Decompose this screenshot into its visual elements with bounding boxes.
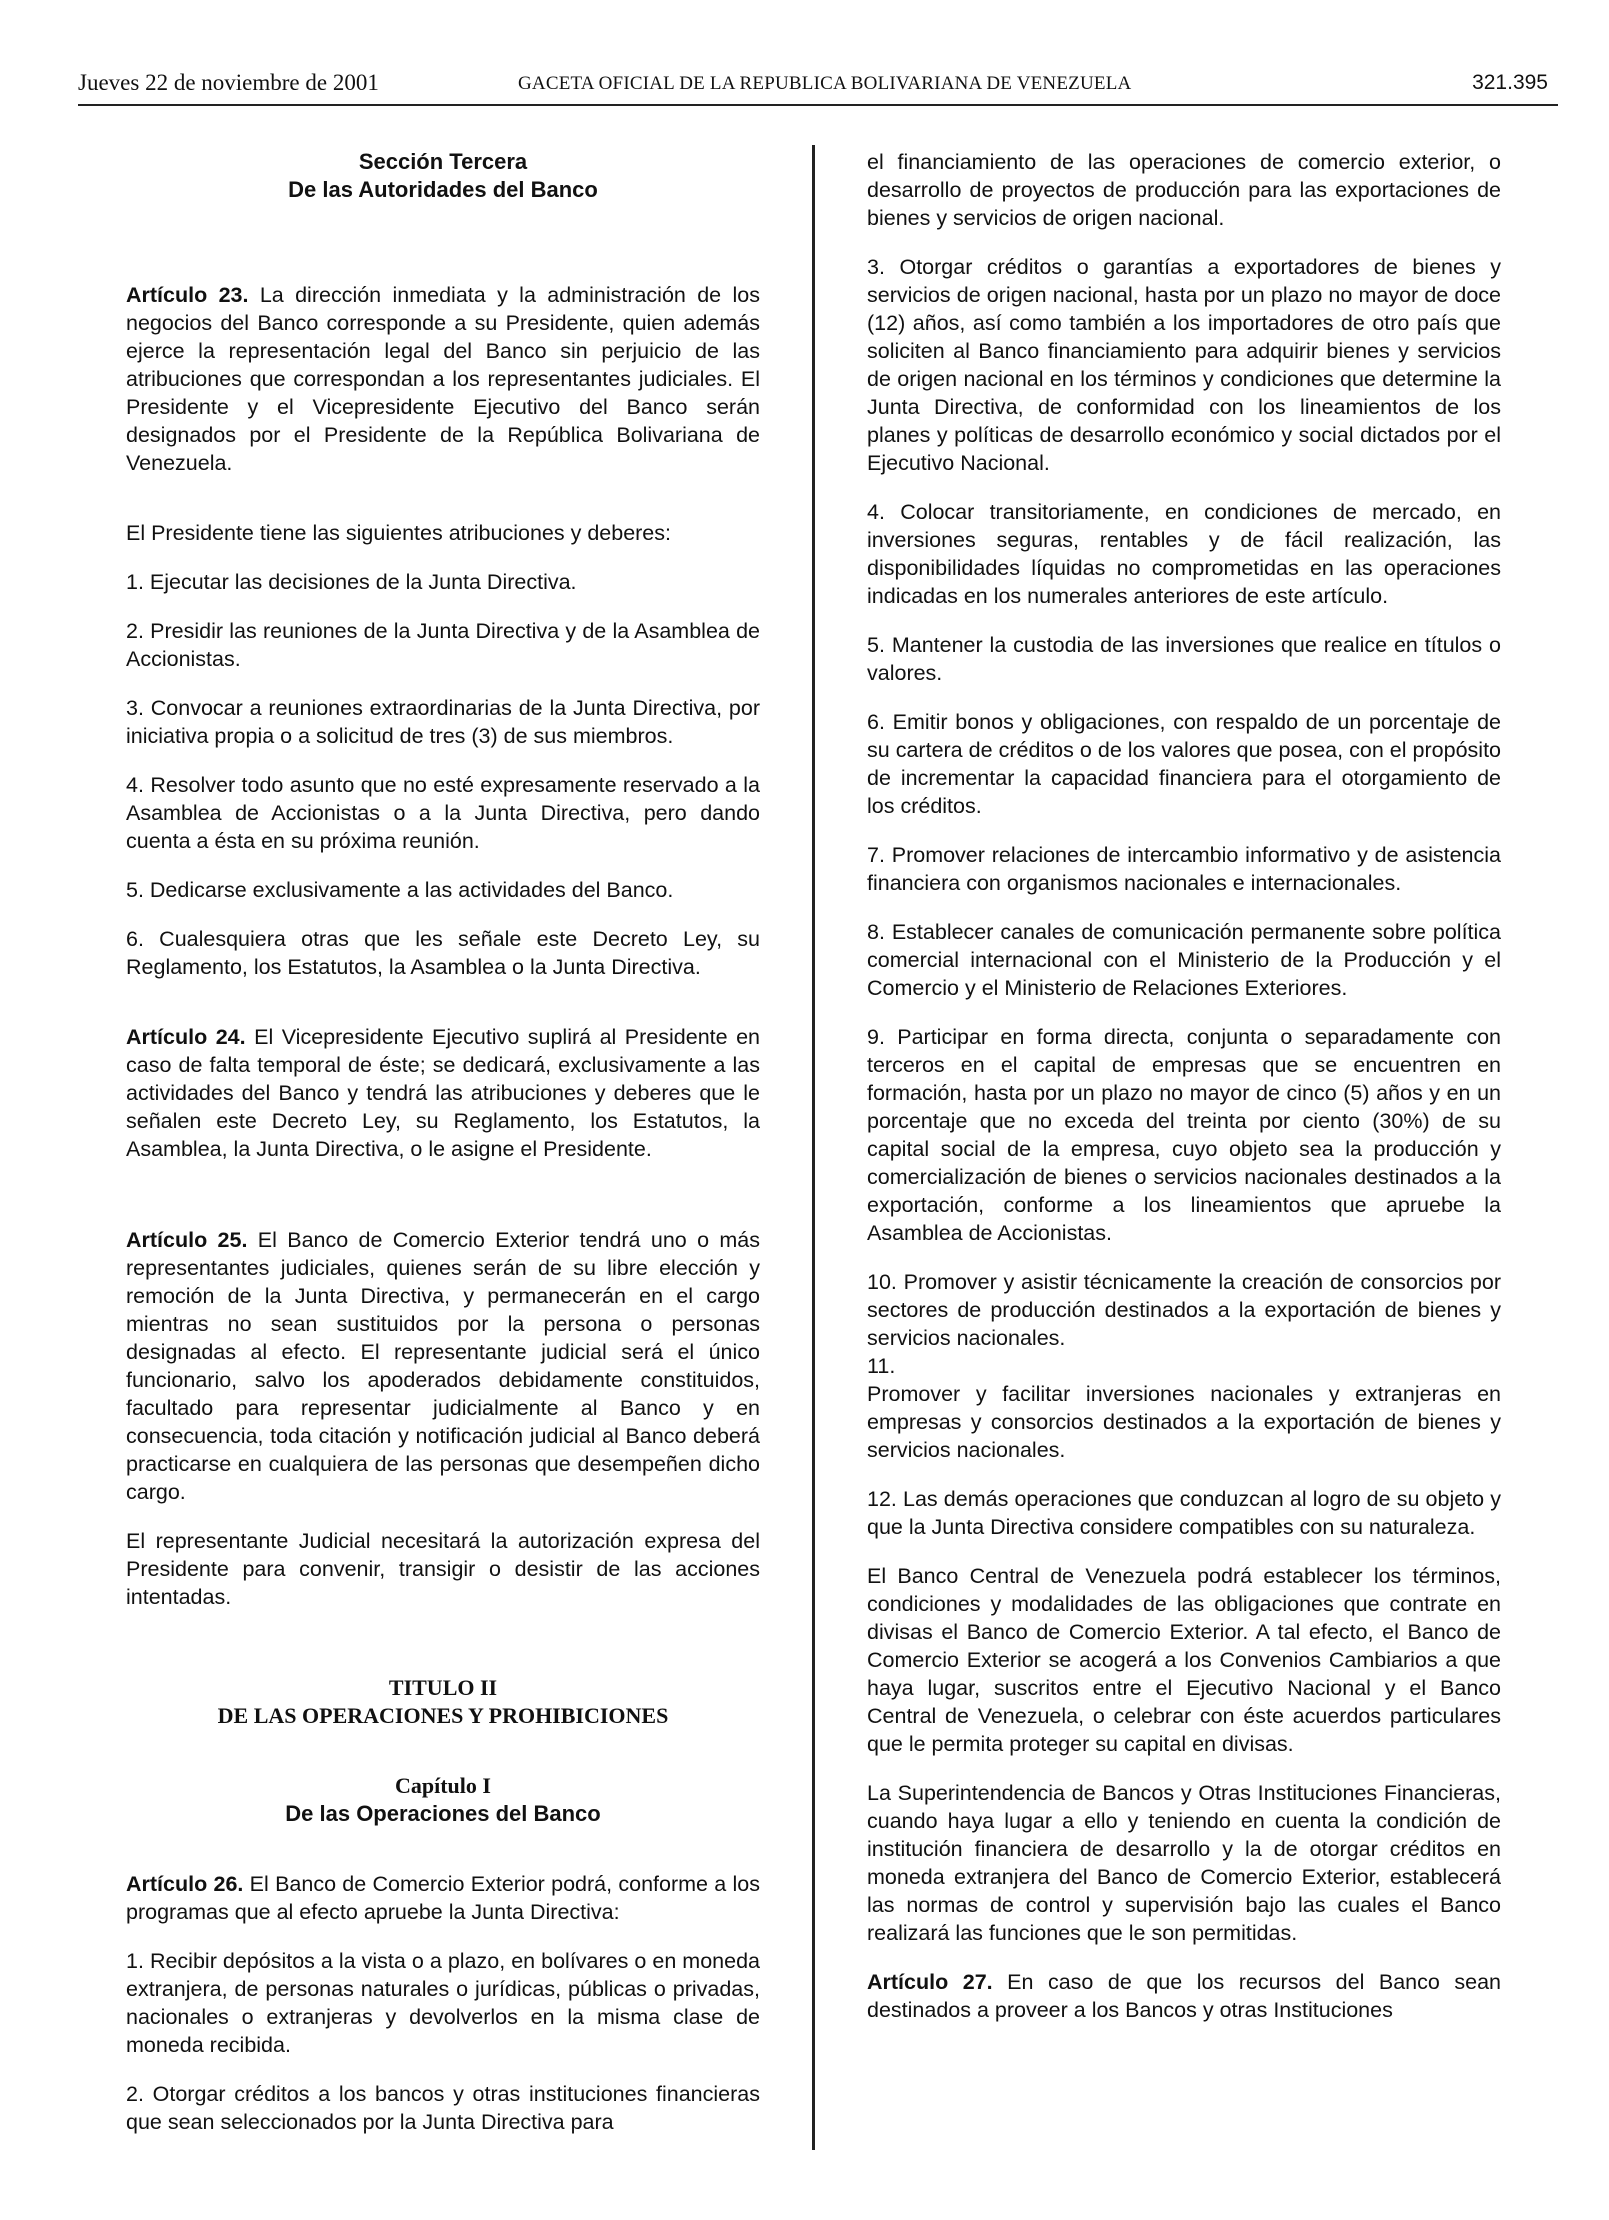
article-24-label: Artículo 24. [126,1025,246,1049]
list-item: 5. Mantener la custodia de las inversiones que realice en títulos o valores. [867,633,1501,685]
header-publication: GACETA OFICIAL DE LA REPUBLICA BOLIVARIANA DE VENEZUELA [518,73,1132,94]
spacer [126,1751,760,1772]
article-26 [126,1870,760,1926]
article-23-label: Artículo 23. [126,283,249,307]
article-25-label: Artículo 25. [126,1228,248,1252]
spacer [126,498,760,519]
article-26-text: El Banco de Comercio Exterior podrá, conforme a los programas que al efecto apruebe la Junta Directiva: [126,1872,760,1924]
title-heading: TITULO II [388,1675,498,1700]
header-page-number: 321.395 [1472,71,1548,94]
paragraph-superintendencia: La Superintendencia de Bancos y Otras Instituciones Financieras, cuando haya lugar a ello y teniendo en cuenta la condición de institución financiera de desarrollo y la de otorgar créditos en moneda extranjera del Banco de Comercio Exterior, establecerá las normas de control y supervisión bajo las cuales el Banco realizará las funciones que le son permitidas. [867,1781,1501,1945]
list-item: 8. Establecer canales de comunicación permanente sobre política comercial internacional con el Ministerio de la Producción y el Comercio y el Ministerio de Relaciones Exteriores. [867,920,1501,1000]
list-item: 5. Dedicarse exclusivamente a las actividades del Banco. [126,878,674,902]
list-item: Promover y facilitar inversiones nacionales y extranjeras en empresas y consorcios destinados a la exportación de bienes y servicios nacionales. [867,1382,1501,1462]
article-25-text: El Banco de Comercio Exterior tendrá uno o más representantes judiciales, quienes serán de su libre elección y remoción de la Junta Directiva, y permanecerán en el cargo mientras no sean sustituidos por la persona o personas designadas al efecto. El representante judicial será el único funcionario, salvo los apoderados debidamente constituidos, facultado para representar judicialmente al Banco y en consecuencia, toda citación y notificación judicial al Banco deberá practicarse en cualquiera de las personas que desempeñen dicho cargo. [126,1228,760,1504]
chapter-subheading: De las Operaciones del Banco [285,1801,601,1826]
article-23-intro: El Presidente tiene las siguientes atribuciones y deberes: [126,521,671,545]
title-subheading: DE LAS OPERACIONES Y PROHIBICIONES [217,1703,669,1728]
right-column [867,148,1501,2045]
list-item: 12. Las demás operaciones que conduzcan al logro de su objeto y que la Junta Directiva considere compatibles con su naturaleza. [867,1487,1501,1539]
article-25-paragraph: El representante Judicial necesitará la autorización expresa del Presidente para convenir, transigir o desistir de las acciones intentadas. [126,1529,760,1609]
paragraph-bcv: El Banco Central de Venezuela podrá establecer los términos, condiciones y modalidades de las obligaciones que contrate en divisas el Banco de Comercio Exterior. A tal efecto, el Banco de Comercio Exterior se acogerá a los Convenios Cambiarios a que haya lugar, suscritos entre el Ejecutivo Nacional y el Banco Central de Venezuela, o celebrar con éste acuerdos particulares que le permita proteger su capital en divisas. [867,1564,1501,1756]
list-item: 9. Participar en forma directa, conjunta o separadamente con terceros en el capital de empresas que se encuentren en formación, hasta por un plazo no mayor de cinco (5) años y en un porcentaje que no exceda del treinta por ciento (30%) de su capital social de la empresa, cuyo objeto sea la producción y comercialización de bienes o servicios nacionales destinados a la exportación, conforme a los lineamientos que apruebe la Asamblea de Accionistas. [867,1025,1501,1245]
spacer [126,1002,760,1023]
list-item: 6. Emitir bonos y obligaciones, con respaldo de un porcentaje de su cartera de créditos o de los valores que posea, con el propósito de incrementar la capacidad financiera para el otorgamiento de los créditos. [867,710,1501,818]
section-subheading: De las Autoridades del Banco [288,177,598,202]
article-27-label: Artículo 27. [867,1970,993,1994]
article-24 [126,1023,760,1163]
list-item-number: 11. [867,1354,896,1378]
chapter-heading: Capítulo I [395,1773,491,1798]
list-item: 1. Ejecutar las decisiones de la Junta Directiva. [126,570,577,594]
spacer [126,1849,760,1870]
continuation-paragraph: el financiamiento de las operaciones de comercio exterior, o desarrollo de proyectos de producción para las exportaciones de bienes y servicios de origen nacional. [867,150,1501,230]
spacer [126,1632,760,1674]
article-23-text: La dirección inmediata y la administración de los negocios del Banco corresponde a su Presidente, quien además ejerce la representación legal del Banco sin perjuicio de las atribuciones que correspondan a los representantes judiciales. El Presidente y el Vicepresidente Ejecutivo del Banco serán designados por el Presidente de la República Bolivariana de Venezuela. [126,283,760,475]
article-26-label: Artículo 26. [126,1872,244,1896]
list-item: 6. Cualesquiera otras que les señale este Decreto Ley, su Reglamento, los Estatutos, la Asamblea o la Junta Directiva. [126,927,760,979]
list-item: 2. Otorgar créditos a los bancos y otras instituciones financieras que sean seleccionados por la Junta Directiva para [126,2082,760,2134]
column-divider [812,145,815,2150]
article-27 [867,1968,1501,2024]
left-column [126,148,760,2157]
list-item: 4. Colocar transitoriamente, en condiciones de mercado, en inversiones seguras, rentables y de fácil realización, las disponibilidades líquidas no comprometidas en las operaciones indicadas en los numerales anteriores de este artículo. [867,500,1501,608]
list-item: 1. Recibir depósitos a la vista o a plazo, en bolívares o en moneda extranjera, de personas naturales o jurídicas, públicas o privadas, nacionales o extranjeras y devolverlos en la misma clase de moneda recibida. [126,1949,760,2057]
spacer [126,1184,760,1226]
article-24-text: El Vicepresidente Ejecutivo suplirá al Presidente en caso de falta temporal de éste; se dedicará, exclusivamente a las actividades del Banco y tendrá las atribuciones y deberes que le señalen este Decreto Ley, su Reglamento, los Estatutos, la Asamblea, la Junta Directiva, o le asigne el Presidente. [126,1025,760,1161]
spacer [126,225,760,281]
list-item: 2. Presidir las reuniones de la Junta Directiva y de la Asamblea de Accionistas. [126,619,760,671]
article-25 [126,1226,760,1506]
list-item: 10. Promover y asistir técnicamente la creación de consorcios por sectores de producción destinados a la exportación de bienes y servicios nacionales. [867,1270,1501,1350]
header-date: Jueves 22 de noviembre de 2001 [78,70,379,95]
section-heading: Sección Tercera [358,149,528,174]
article-23 [126,281,760,477]
article-27-text: En caso de que los recursos del Banco sean destinados a proveer a los Bancos y otras Instituciones [867,1970,1501,2022]
list-item: 7. Promover relaciones de intercambio informativo y de asistencia financiera con organismos nacionales e internacionales. [867,843,1501,895]
list-item: 3. Convocar a reuniones extraordinarias de la Junta Directiva, por iniciativa propia o a solicitud de tres (3) de sus miembros. [126,696,760,748]
list-item: 3. Otorgar créditos o garantías a exportadores de bienes y servicios de origen nacional, hasta por un plazo no mayor de doce (12) años, así como también a los importadores de otro país que soliciten al Banco financiamiento para adquirir bienes y servicios de origen nacional en los términos y condiciones que determine la Junta Directiva, de conformidad con los lineamientos de los planes y políticas de desarrollo económico y social dictados por el Ejecutivo Nacional. [867,255,1501,475]
list-item: 4. Resolver todo asunto que no esté expresamente reservado a la Asamblea de Accionistas o a la Junta Directiva, pero dando cuenta a ésta en su próxima reunión. [126,773,760,853]
page-header [78,70,1558,106]
